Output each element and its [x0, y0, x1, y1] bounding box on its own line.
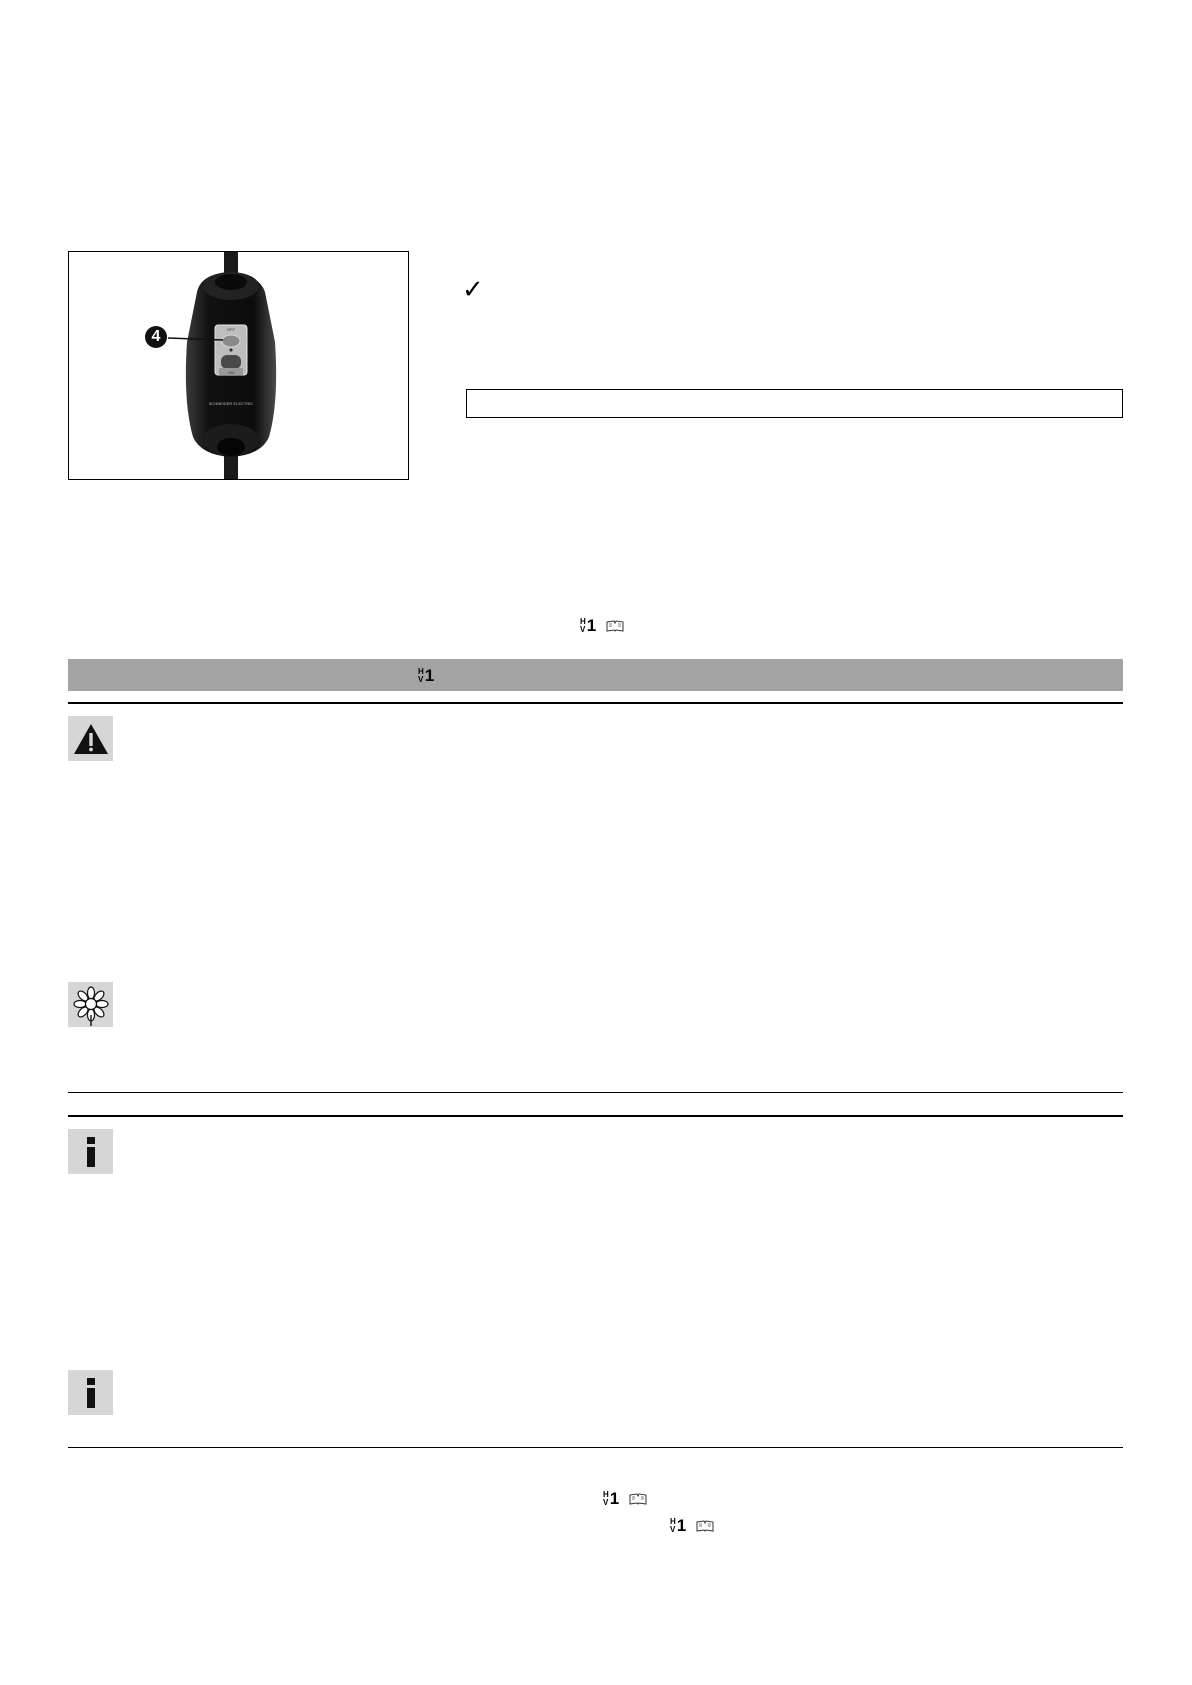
open-book-icon	[696, 1520, 714, 1532]
empty-note-box	[466, 389, 1123, 418]
v1-symbol: H V 1	[603, 1489, 620, 1508]
warning-triangle-icon	[73, 723, 109, 755]
info-icon	[85, 1137, 97, 1167]
symbol-reference-3	[670, 1517, 714, 1534]
info-tile	[68, 1370, 113, 1415]
open-book-icon	[606, 620, 624, 632]
divider	[68, 702, 1123, 704]
symbol-reference-1	[580, 617, 624, 634]
callout-4: 4	[145, 326, 167, 348]
divider	[68, 1092, 1123, 1093]
open-book-icon	[629, 1493, 647, 1505]
device-brand-label: SCHNEIDER ELECTRIC	[208, 401, 254, 406]
divider	[68, 1447, 1123, 1448]
switch-on-label: ON	[228, 370, 234, 375]
info-tile	[68, 1129, 113, 1174]
device-photo	[68, 251, 409, 480]
v1-symbol: H V 1	[670, 1516, 687, 1535]
check-icon: ✓	[462, 275, 484, 305]
charging-control-box-illustration	[69, 252, 409, 480]
divider	[68, 1115, 1123, 1117]
warning-tile	[68, 716, 113, 761]
info-icon	[85, 1378, 97, 1408]
symbol-reference-2	[603, 1490, 647, 1507]
v1-small-mark: H V	[580, 617, 586, 634]
v1-symbol: H V 1	[418, 666, 435, 685]
switch-off-label: OFF	[227, 327, 235, 332]
flower-icon	[71, 984, 111, 1026]
section-header-bar	[68, 659, 1123, 691]
environment-tile	[68, 982, 113, 1027]
v1-symbol: H V 1	[580, 616, 597, 635]
